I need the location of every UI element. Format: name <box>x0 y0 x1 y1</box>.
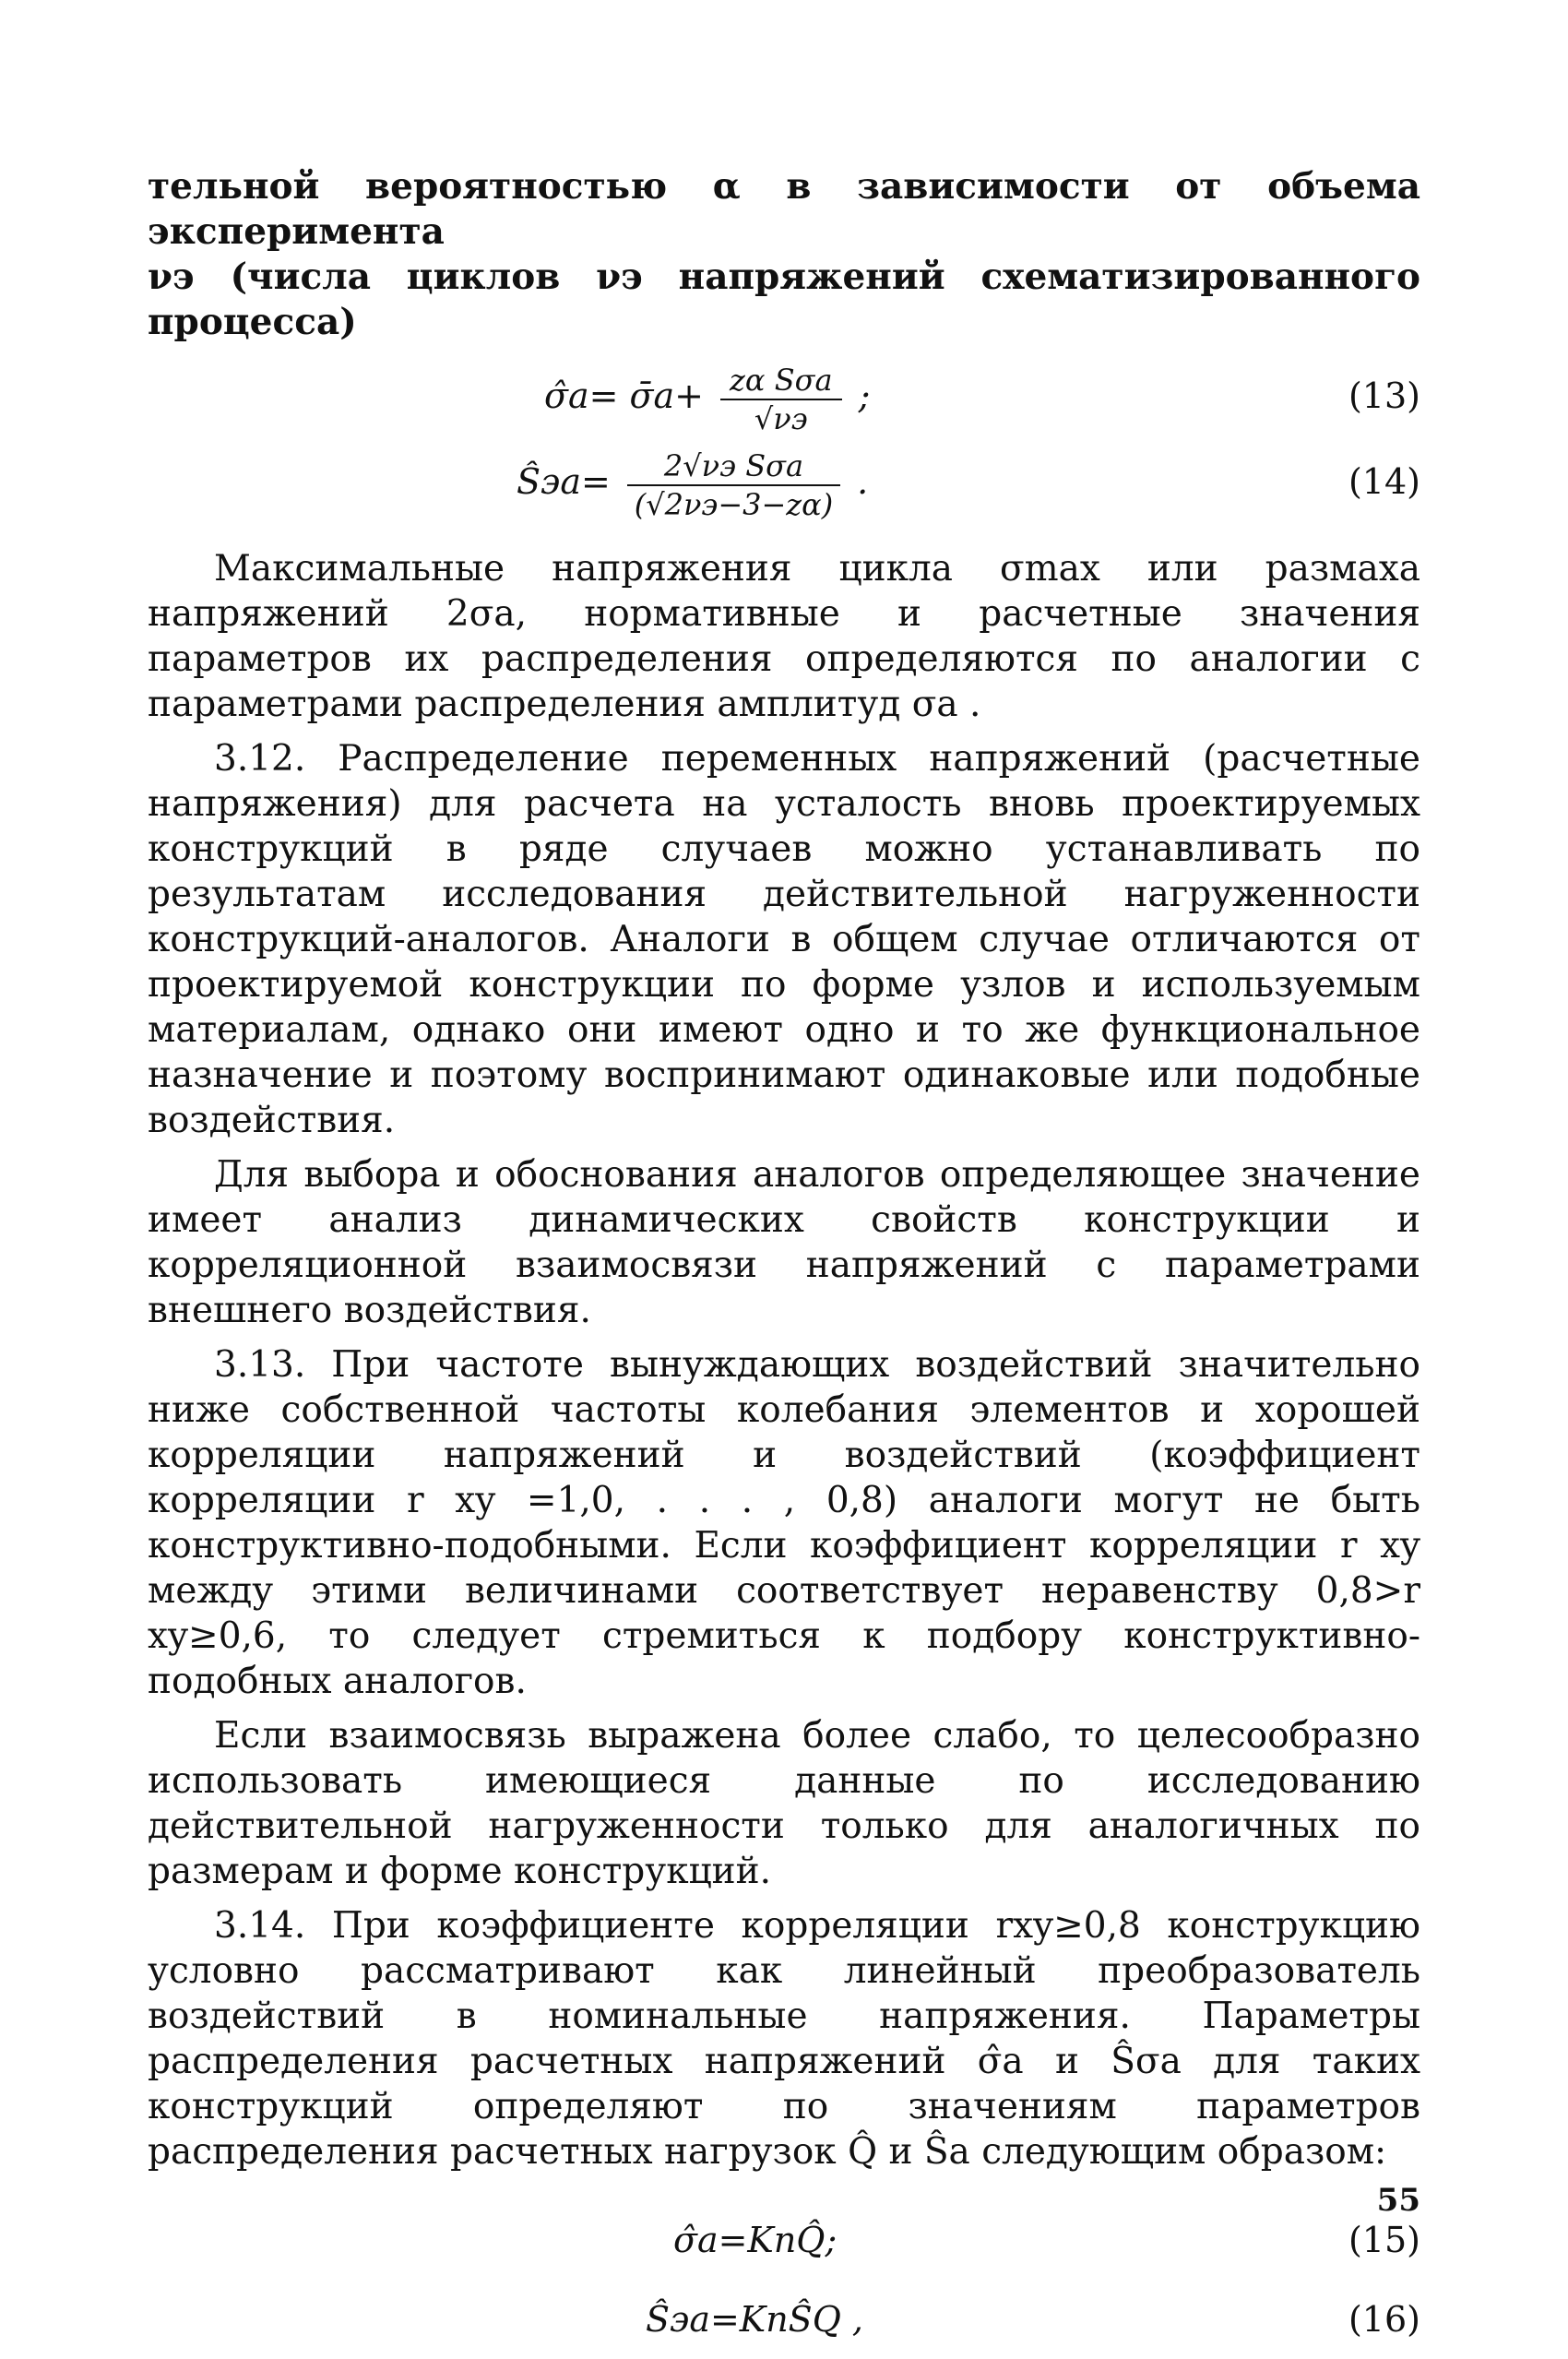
formula-13 <box>148 356 1420 435</box>
formula-15-expr: σ̂a=KпQ̂; <box>673 2220 837 2260</box>
intro-line-2: νэ (числа циклов νэ напряжений схематизированного процесса) <box>148 256 1420 343</box>
formula-14-numerator: 2√νэ Sσa <box>627 447 840 486</box>
formula-13-tail: ; <box>858 375 871 416</box>
paragraph-3-13: 3.13. При частоте вынуждающих воздействий значительно ниже собственной частоты колебания элементов и хорошей корреляции напряжений и воздействий (коэффициент корреляции r xy =1,0, . . . , 0,8) аналоги могут не быть конструктивно-подобными. Если коэффициент корреляции r xy между этими величинами соответствует неравенству 0,8>r xy≥0,6, то следует стремиться к подбору конструктивно-подобных аналогов. <box>148 1344 1420 1702</box>
paragraph-weak-correlation: Если взаимосвязь выражена более слабо, то целесообразно использовать имеющиеся данные по исследованию действительной нагруженности только для аналогичных по размерам и форме конструкций. <box>148 1715 1420 1892</box>
formula-16 <box>148 2280 1420 2359</box>
paragraph-3-14: 3.14. При коэффициенте корреляции rxy≥0,8 конструкцию условно рассматривают как линейный преобразователь воздействий в номинальные напряжения. Параметры распределения расчетных напряжений σ̂a и Ŝσa для таких конструкций определяют по значениям параметров распределения расчетных нагрузок Q̂ и Ŝa следующим образом: <box>148 1905 1420 2173</box>
formula-14-fraction <box>627 447 840 523</box>
formula-15-number: (15) <box>1348 2220 1420 2260</box>
intro-line-1: тельной вероятностью α в зависимости от объема эксперимента <box>148 165 1420 253</box>
formula-13-lhs: σ̂a= σ̄a+ <box>544 375 704 416</box>
formula-13-numerator: zα Sσa <box>720 362 841 400</box>
formula-14-denominator: (√2νэ−3−zα) <box>634 486 834 522</box>
paragraph-max-stress: Максимальные напряжения цикла σmax или размаха напряжений 2σa, нормативные и расчетные значения параметров их распределения определяются по аналогии с параметрами распределения амплитуд σa . <box>148 548 1420 725</box>
formula-13-fraction <box>720 362 841 437</box>
formula-15 <box>148 2200 1420 2280</box>
formula-16-number: (16) <box>1348 2299 1420 2340</box>
formula-14 <box>148 435 1420 528</box>
formula-14-tail: . <box>857 461 869 502</box>
formula-14-expr <box>517 435 868 528</box>
paragraph-3-12: 3.12. Распределение переменных напряжений (расчетные напряжения) для расчета на усталость вновь проектируемых конструкций в ряде случаев можно устанавливать по результатам исследования действительной нагруженности конструкций-аналогов. Аналоги в общем случае отличаются от проектируемой конструкции по форме узлов и используемым материалам, однако они имеют одно и то же функциональное назначение и поэтому воспринимают одинаковые или подобные воздействия. <box>148 738 1420 1141</box>
page-number: 55 <box>1376 2182 1420 2219</box>
formula-13-expr <box>544 356 870 437</box>
formula-13-denominator: √νэ <box>754 400 808 436</box>
paragraph-analog-selection: Для выбора и обоснования аналогов определяющее значение имеет анализ динамических свойств конструкции и корреляционной взаимосвязи напряжений с параметрами внешнего воздействия. <box>148 1154 1420 1331</box>
formula-14-lhs: Ŝэa= <box>517 461 611 502</box>
formula-16-expr: Ŝэa=KпŜQ , <box>646 2299 864 2340</box>
formula-13-number: (13) <box>1348 375 1420 416</box>
formula-14-number: (14) <box>1348 461 1420 502</box>
